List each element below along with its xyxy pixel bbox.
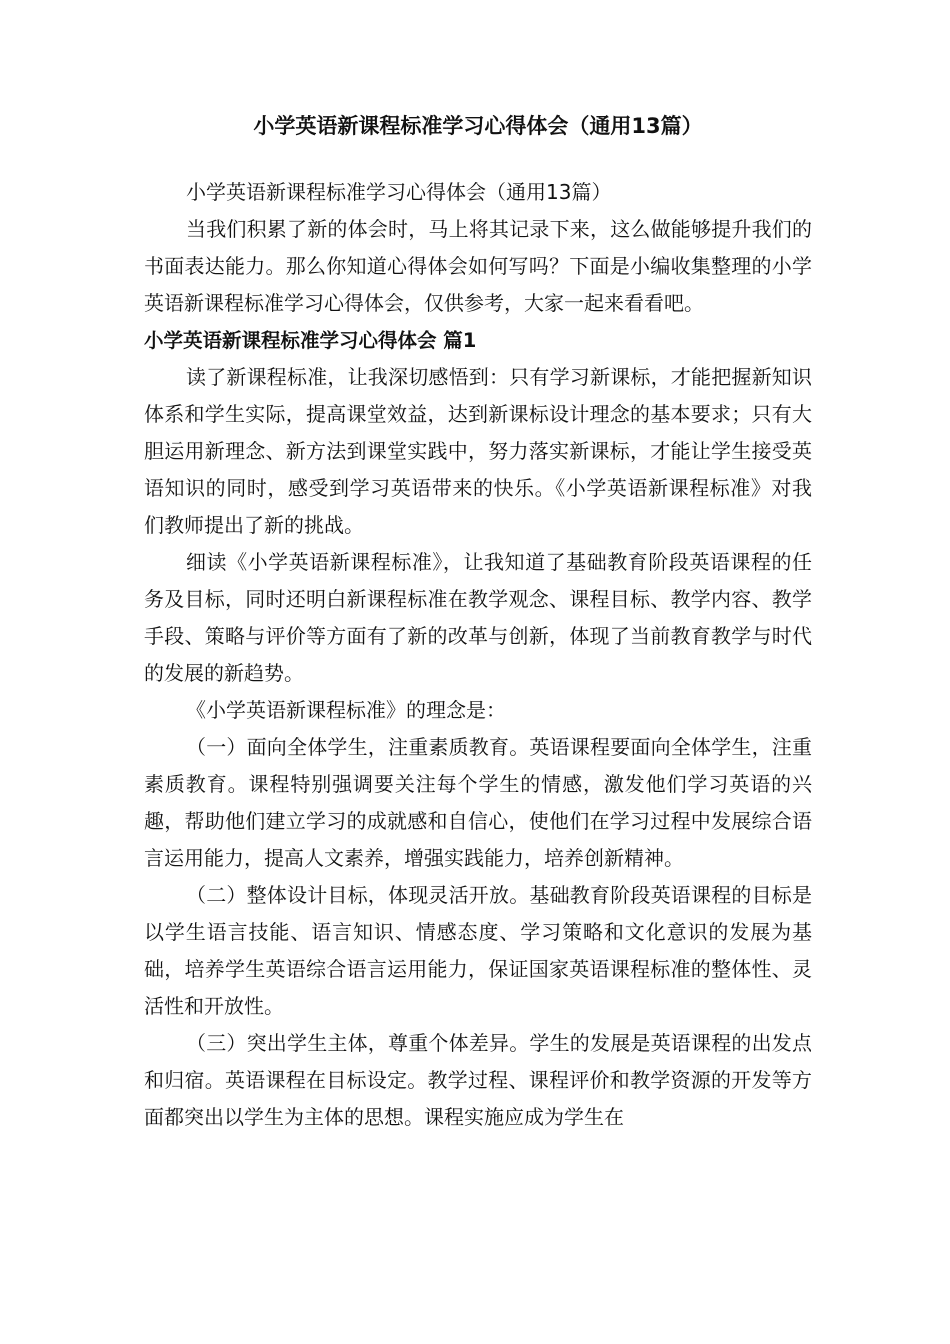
body-paragraph: （三）突出学生主体，尊重个体差异。学生的发展是英语课程的出发点和归宿。英语课程在目标设定。教学过程、课程评价和教学资源的开发等方面都突出以学生为主体的思想。课程实施应成为学生在 xyxy=(144,1031,812,1129)
body-paragraph: （一）面向全体学生，注重素质教育。英语课程要面向全体学生，注重素质教育。课程特别强调要关注每个学生的情感，激发他们学习英语的兴趣，帮助他们建立学习的成就感和自信心，使他们在学习过程中发展综合语言运用能力，提高人文素养，增强实践能力，培养创新精神。 xyxy=(144,735,812,870)
document-page xyxy=(144,108,812,1136)
body-paragraph: 读了新课程标准，让我深切感悟到：只有学习新课标，才能把握新知识体系和学生实际，提高课堂效益，达到新课标设计理念的基本要求；只有大胆运用新理念、新方法到课堂实践中，努力落实新课标，才能让学生接受英语知识的同时，感受到学习英语带来的快乐。《小学英语新课程标准》对我们教师提出了新的挑战。 xyxy=(144,365,812,537)
document-title: 小学英语新课程标准学习心得体会（通用13篇） xyxy=(253,114,703,138)
body-paragraph: （二）整体设计目标，体现灵活开放。基础教育阶段英语课程的目标是以学生语言技能、语言知识、情感态度、学习策略和文化意识的发展为基础，培养学生英语综合语言运用能力，保证国家英语课程标准的整体性、灵活性和开放性。 xyxy=(144,883,812,1018)
body-paragraph: 《小学英语新课程标准》的理念是： xyxy=(186,698,506,722)
section-heading: 小学英语新课程标准学习心得体会 篇1 xyxy=(144,329,477,352)
intro-paragraph: 当我们积累了新的体会时，马上将其记录下来，这么做能够提升我们的书面表达能力。那么你知道心得体会如何写吗？下面是小编收集整理的小学英语新课程标准学习心得体会，仅供参考，大家一起来看看吧。 xyxy=(144,217,812,315)
body-paragraph: 细读《小学英语新课程标准》，让我知道了基础教育阶段英语课程的任务及目标，同时还明白新课程标准在教学观念、课程目标、教学内容、教学手段、策略与评价等方面有了新的改革与创新，体现了当前教育教学与时代的发展的新趋势。 xyxy=(144,550,812,685)
document-subtitle: 小学英语新课程标准学习心得体会（通用13篇） xyxy=(186,180,612,204)
document-body xyxy=(144,174,812,1136)
